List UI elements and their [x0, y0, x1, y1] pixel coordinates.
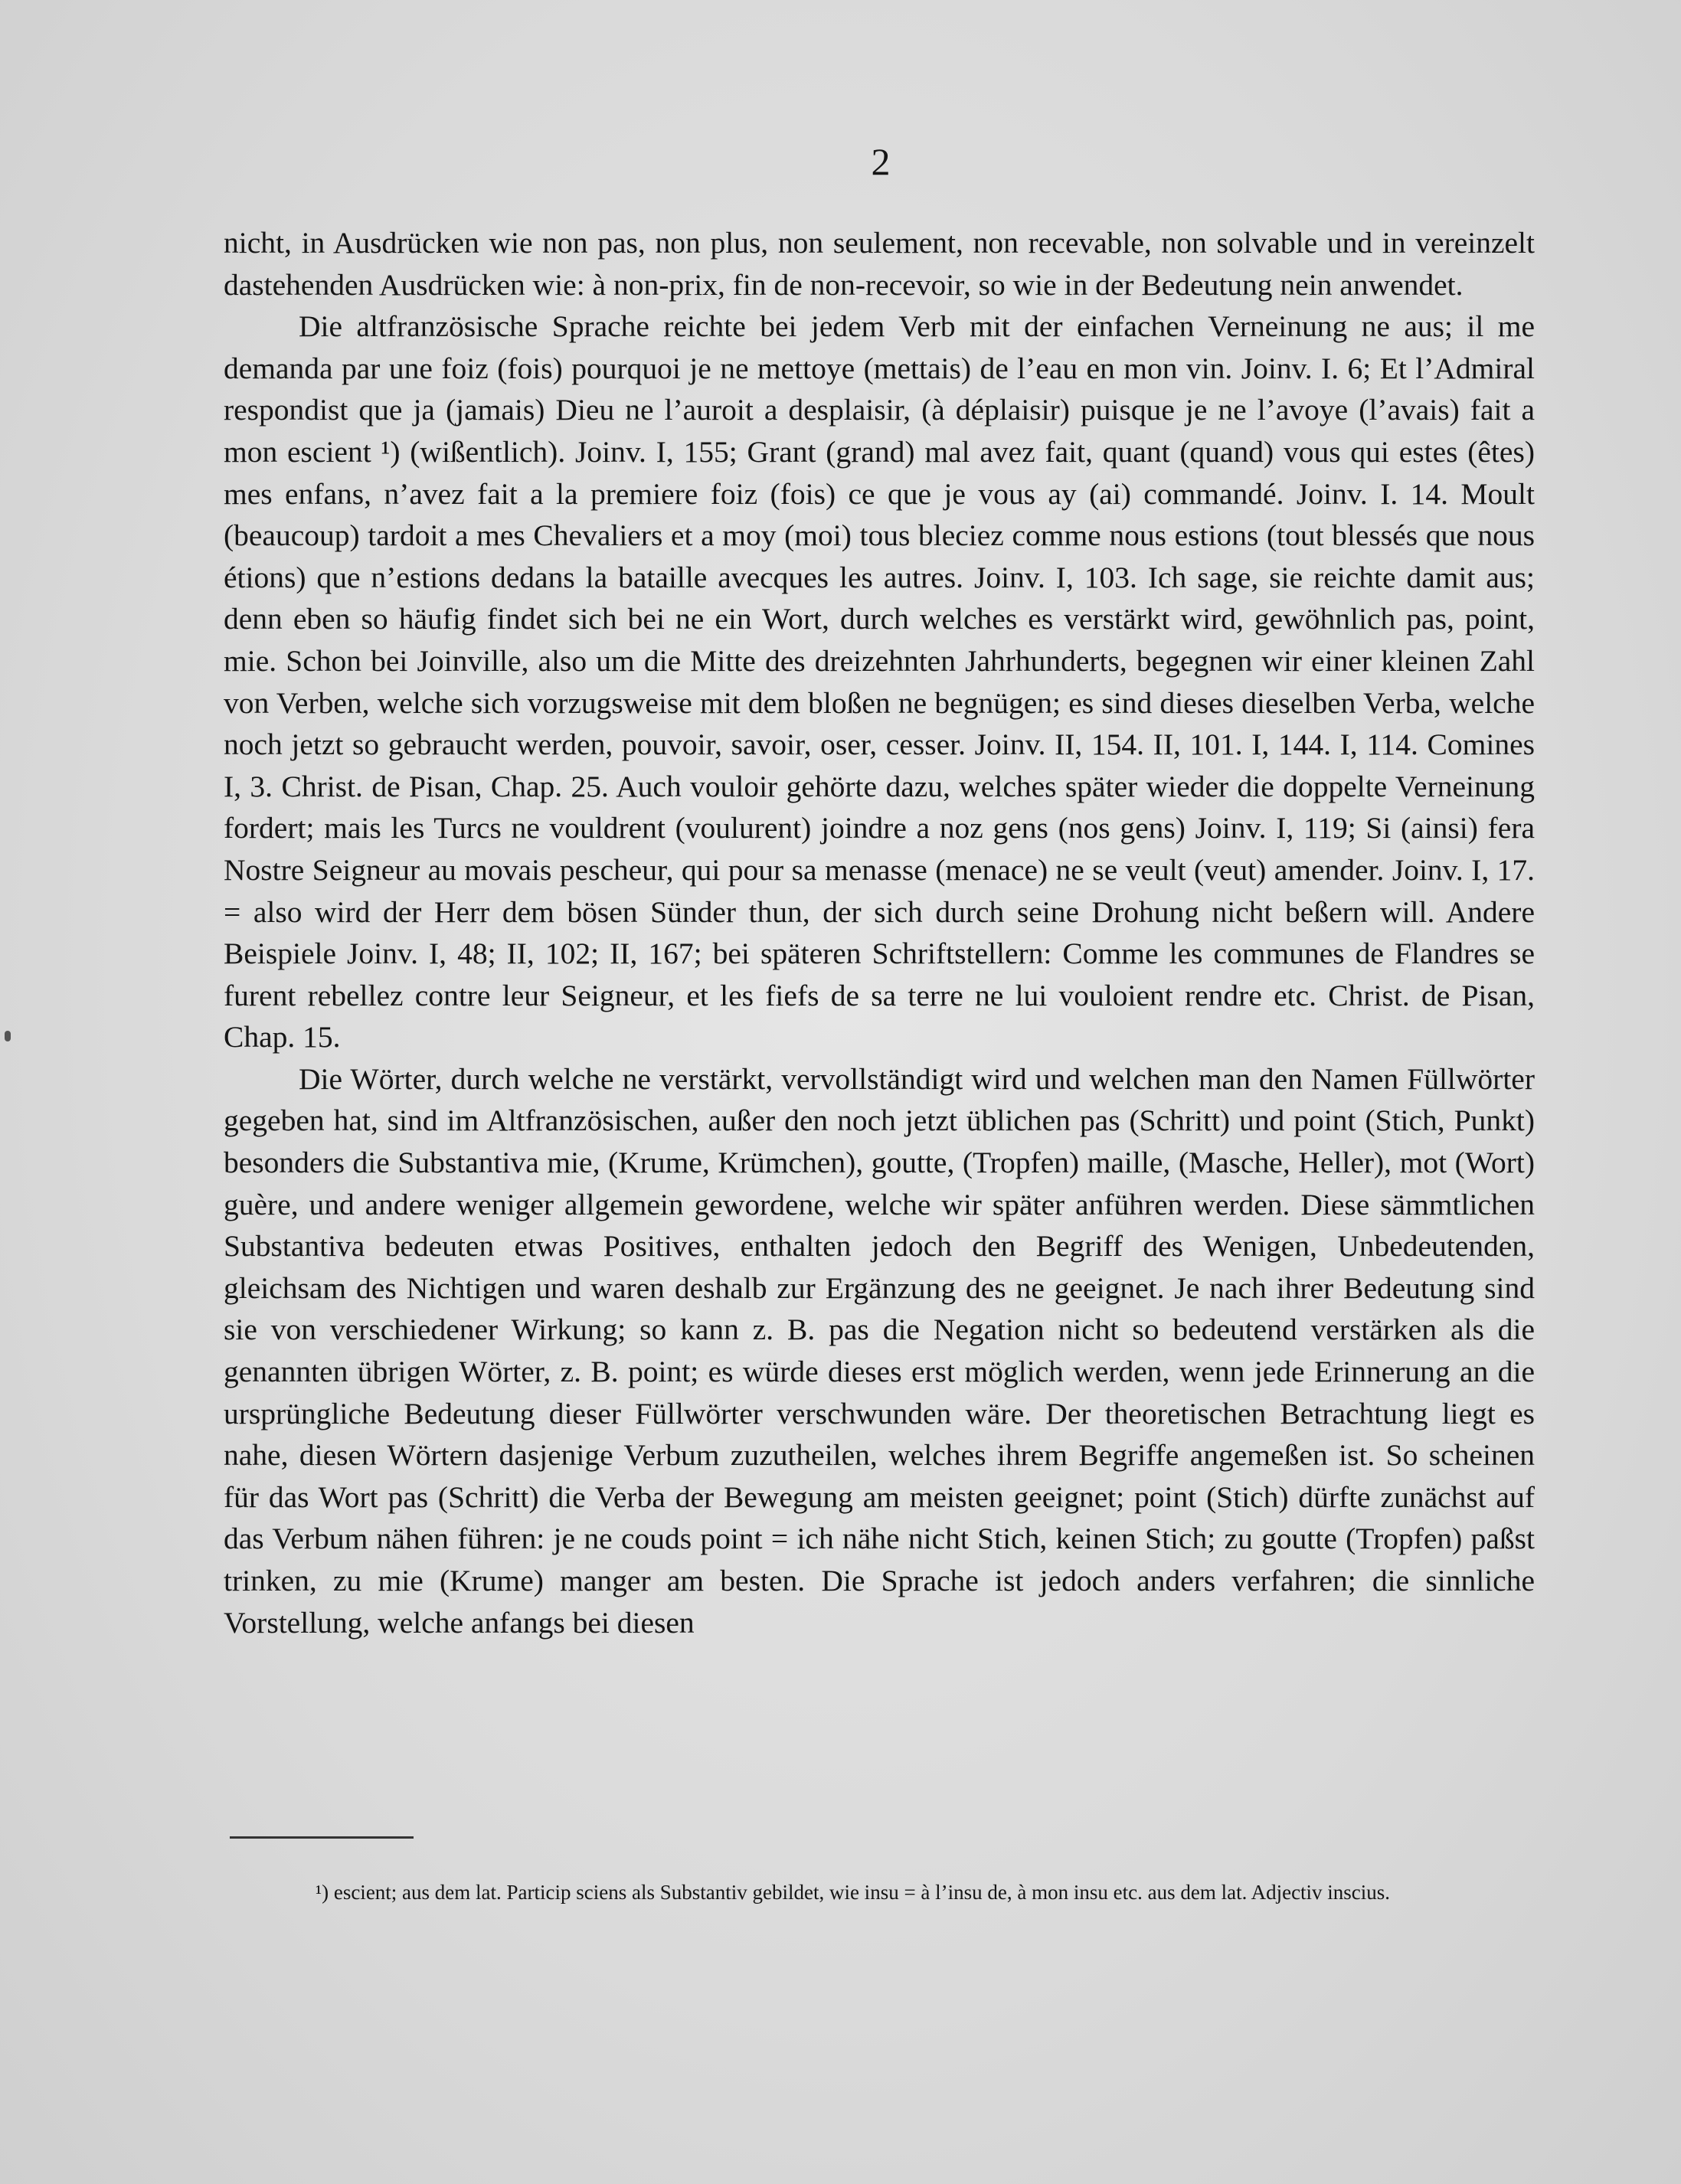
paragraph-fuellwoerter: Die Wörter, durch welche ne verstärkt, vervollständigt wird und welchen man den Namen Füllwörter gegeben hat, sind im Altfranzösischen, außer den noch jetzt üblichen pas (Schritt) und point (Stich, Punkt) besonders die Substantiva mie, (Krume, Krümchen), goutte, (Tropfen) maille, (Masche, Heller), mot (Wort) guère, und andere weniger allgemein gewordene, welche wir später anführen werden. Diese sämmtlichen Substantiva bedeuten etwas Positives, enthalten jedoch den Begriff des Wenigen, Unbedeutenden, gleichsam des Nichtigen und waren deshalb zur Ergänzung des ne geeignet. Je nach ihrer Bedeutung sind sie von verschiedener Wirkung; so kann z. B. pas die Negation nicht so bedeutend verstärken als die genannten übrigen Wörter, z. B. point; es würde dieses erst möglich werden, wenn jede Erinnerung an die ursprüngliche Bedeutung dieser Füllwörter verschwunden wäre. Der theoretischen Betrachtung liegt es nahe, diesen Wörtern dasjenige Verbum zuzutheilen, welches ihrem Begriffe angemeßen ist. So scheinen für das Wort pas (Schritt) die Verba der Bewegung am meisten geeignet; point (Stich) dürfte zunächst auf das Verbum nähen führen: je ne couds point = ich nähe nicht Stich, keinen Stich; zu goutte (Tropfen) paßst trinken, zu mie (Krume) manger am besten. Die Sprache ist jedoch anders verfahren; die sinnliche Vorstellung, welche anfangs bei diesen — [224, 1061, 1535, 1640]
margin-speck — [5, 1031, 11, 1041]
paragraph-continuation: nicht, in Ausdrücken wie non pas, non plus, non seulement, non recevable, non solvable und in vereinzelt dastehenden Ausdrücken wie: à non-prix, fin de non-recevoir, so wie in der Bedeutung nein anwendet. — [224, 226, 1535, 302]
paragraph-old-french-negation: Die altfranzösische Sprache reichte bei jedem Verb mit der einfachen Verneinung ne aus; il me demanda par une foiz (fois) pourquoi je ne mettoye (mettais) de l’eau en mon vin. Joinv. I. 6; Et l’Admiral respondist que ja (jamais) Dieu ne l’auroit a desplaisir, (à déplaisir) puisque je ne l’avoye (l’avais) fait a mon escient ¹) (wißentlich). Joinv. I, 155; Grant (grand) mal avez fait, quant (quand) vous qui estes (êtes) mes enfans, n’avez fait a la premiere foiz (fois) ce que je vous ay (ai) commandé. Joinv. I. 14. Moult (beaucoup) tardoit a mes Chevaliers et a moy (moi) tous bleciez comme nous estions (tout blessés que nous étions) que n’estions dedans la bataille avecques les autres. Joinv. I, 103. Ich sage, sie reichte damit aus; denn eben so häufig findet sich bei ne ein Wort, durch welches es verstärkt wird, gewöhnlich pas, point, mie. Schon bei Joinville, also um die Mitte des dreizehnten Jahrhunderts, begegnen wir einer kleinen Zahl von Verben, welche sich vorzugsweise mit dem bloßen ne begnügen; es sind dieses dieselben Verba, welche noch jetzt so gebraucht werden, pouvoir, savoir, oser, cesser. Joinv. II, 154. II, 101. I, 144. I, 114. Comines I, 3. Christ. de Pisan, Chap. 25. Auch vouloir gehörte dazu, welches später wieder die doppelte Verneinung fordert; mais les Turcs ne vouldrent (voulurent) joindre a noz gens (nos gens) Joinv. I, 119; Si (ainsi) fera Nostre Seigneur au movais pescheur, qui pour sa menasse (menace) ne se veult (veut) amender. Joinv. I, 17. = also wird der Herr dem bösen Sünder thun, der sich durch seine Drohung nicht beßern will. Andere Beispiele Joinv. I, 48; II, 102; II, 167; bei späteren Schriftstellern: Comme les communes de Flandres se furent rebellez contre leur Seigneur, et les fiefs de sa terre ne lui vouloient rendre etc. Christ. de Pisan, Chap. 15. — [224, 309, 1535, 1054]
page-number: 2 — [871, 140, 891, 183]
footnote-divider — [230, 1836, 414, 1839]
body-text — [224, 222, 1535, 1643]
footnote: ¹) escient; aus dem lat. Particip sciens als Substantiv gebildet, wie insu = à l’insu de, à mon insu etc. aus dem lat. Adjectiv inscius. — [316, 1881, 1391, 1904]
